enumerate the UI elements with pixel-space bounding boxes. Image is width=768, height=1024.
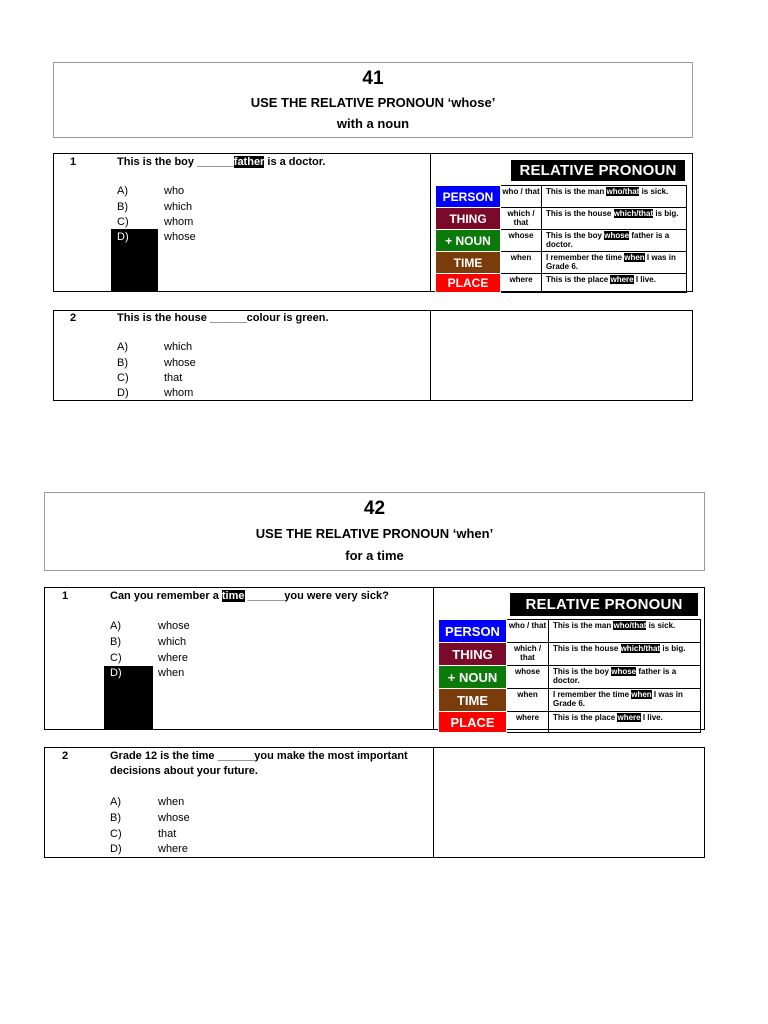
question-text-line-1: Grade 12 is the time ______you make the most important — [110, 750, 408, 762]
pronoun-whose: whose — [507, 666, 549, 689]
section-42-title-box — [44, 492, 705, 571]
relative-pronoun-table — [435, 185, 687, 293]
question-divider — [430, 310, 431, 401]
category-time: TIME — [436, 252, 501, 274]
option-answer-a[interactable]: when — [158, 796, 185, 808]
category-place: PLACE — [436, 274, 501, 293]
question-text — [110, 590, 389, 602]
option-letter-c: C) — [117, 216, 129, 228]
relative-pronoun-title: RELATIVE PRONOUN — [510, 593, 698, 616]
option-answer-b[interactable]: whose — [158, 812, 190, 824]
question-divider — [430, 153, 431, 292]
example-time: I remember the time when I was in Grade 6. — [542, 252, 687, 274]
highlighted-word: father — [233, 156, 265, 168]
section-heading: USE THE RELATIVE PRONOUN ‘whose’ — [250, 95, 496, 110]
pronoun-whose: whose — [501, 230, 542, 252]
category-noun: + NOUN — [436, 230, 501, 252]
question-text-start: Can you remember a — [110, 590, 222, 602]
option-letter-d: D) — [117, 387, 129, 399]
question-divider — [433, 747, 434, 858]
option-letter-c: C) — [110, 652, 122, 664]
option-answer-a[interactable]: who — [164, 185, 185, 197]
option-letter-a: A) — [110, 620, 121, 632]
category-thing: THING — [439, 643, 507, 666]
example-thing: This is the house which/that is big. — [542, 208, 687, 230]
example-noun: This is the boy whose father is a doctor. — [549, 666, 701, 689]
question-text-start: This is the boy ______ — [117, 156, 234, 168]
option-letter-b: B) — [117, 201, 128, 213]
question-number: 2 — [70, 312, 77, 324]
option-letter-d: D) — [110, 843, 122, 855]
question-divider — [433, 587, 434, 730]
pronoun-when: when — [501, 252, 542, 274]
section-number: 42 — [363, 498, 386, 519]
highlighted-word: time — [221, 590, 245, 602]
relative-pronoun-title: RELATIVE PRONOUN — [511, 160, 685, 181]
pronoun-which-that: which / that — [507, 643, 549, 666]
example-noun: This is the boy whose father is a doctor. — [542, 230, 687, 252]
option-answer-d[interactable]: whose — [164, 231, 196, 243]
question-text-line-2: decisions about your future. — [110, 765, 258, 777]
option-answer-a[interactable]: which — [164, 341, 193, 353]
option-letter-b: B) — [110, 812, 121, 824]
section-number: 41 — [362, 68, 384, 89]
question-text-end: ______you were very sick? — [244, 590, 389, 602]
example-place: This is the place where I live. — [549, 712, 701, 733]
example-time: I remember the time when I was in Grade 6. — [549, 689, 701, 712]
option-letter-c: C) — [110, 828, 122, 840]
category-person: PERSON — [436, 186, 501, 208]
option-letter-c: C) — [117, 372, 129, 384]
option-answer-b[interactable]: which — [164, 201, 193, 213]
category-thing: THING — [436, 208, 501, 230]
option-letter-d: D) — [110, 667, 122, 679]
question-number: 1 — [70, 156, 77, 168]
option-answer-c[interactable]: that — [158, 828, 177, 840]
section-heading: USE THE RELATIVE PRONOUN ‘when’ — [255, 526, 494, 541]
option-letter-b: B) — [117, 357, 128, 369]
option-answer-d[interactable]: when — [158, 667, 185, 679]
option-answer-c[interactable]: that — [164, 372, 183, 384]
option-letter-a: A) — [117, 185, 128, 197]
option-letter-a: A) — [110, 796, 121, 808]
question-text-end: is a doctor. — [264, 156, 326, 168]
question-number: 2 — [62, 750, 69, 762]
option-letter-d: D) — [117, 231, 129, 243]
category-person: PERSON — [439, 620, 507, 643]
pronoun-where: where — [501, 274, 542, 293]
option-answer-a[interactable]: whose — [158, 620, 190, 632]
option-answer-d[interactable]: whom — [164, 387, 194, 399]
section-41-title-box — [53, 62, 693, 138]
pronoun-when: when — [507, 689, 549, 712]
question-box-42-2 — [44, 747, 705, 858]
category-noun: + NOUN — [439, 666, 507, 689]
category-time: TIME — [439, 689, 507, 712]
option-letter-b: B) — [110, 636, 121, 648]
option-letter-a: A) — [117, 341, 128, 353]
pronoun-who-that: who / that — [507, 620, 549, 643]
section-subheading: for a time — [345, 548, 404, 563]
section-subheading: with a noun — [336, 116, 410, 131]
pronoun-who-that: who / that — [501, 186, 542, 208]
option-answer-c[interactable]: whom — [164, 216, 194, 228]
question-text: This is the house ______colour is green. — [117, 312, 329, 324]
option-answer-b[interactable]: whose — [164, 357, 196, 369]
example-person: This is the man who/that is sick. — [542, 186, 687, 208]
option-answer-b[interactable]: which — [158, 636, 187, 648]
relative-pronoun-table — [438, 619, 701, 733]
question-number: 1 — [62, 590, 69, 602]
pronoun-which-that: which / that — [501, 208, 542, 230]
category-place: PLACE — [439, 712, 507, 733]
example-person: This is the man who/that is sick. — [549, 620, 701, 643]
option-answer-c[interactable]: where — [158, 652, 188, 664]
example-place: This is the place where I live. — [542, 274, 687, 293]
option-answer-d[interactable]: where — [158, 843, 188, 855]
example-thing: This is the house which/that is big. — [549, 643, 701, 666]
question-text — [117, 156, 325, 168]
pronoun-where: where — [507, 712, 549, 733]
